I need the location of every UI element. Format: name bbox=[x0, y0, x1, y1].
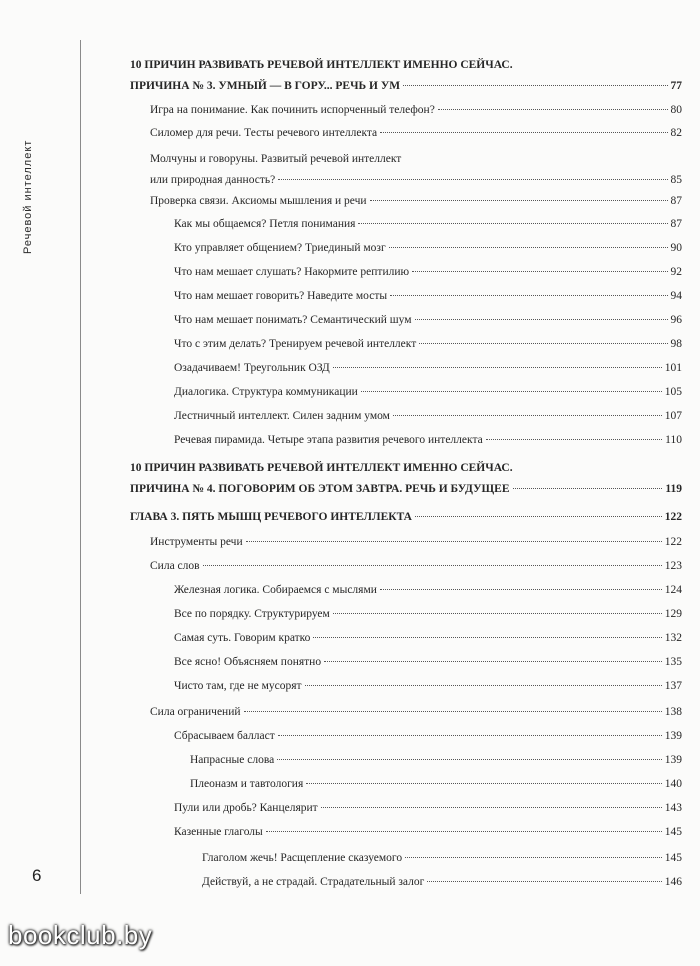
toc-page-number: 87 bbox=[670, 218, 682, 230]
leader-dots bbox=[380, 132, 667, 133]
leader-dots bbox=[405, 857, 662, 858]
toc-entry-title: Лестничный интеллект. Силен задним умом bbox=[174, 410, 390, 422]
leader-dots bbox=[389, 247, 668, 248]
toc-page-number: 119 bbox=[665, 483, 682, 495]
toc-page-number: 87 bbox=[670, 195, 682, 207]
leader-dots bbox=[333, 367, 662, 368]
toc-page-number: 140 bbox=[664, 778, 682, 790]
toc-entry-title: ПРИЧИНА № 3. УМНЫЙ — В ГОРУ... РЕЧЬ И УМ bbox=[130, 80, 401, 92]
toc-entry bbox=[202, 872, 682, 893]
leader-dots bbox=[393, 415, 662, 416]
toc-page-number: 80 bbox=[670, 104, 682, 116]
toc-entry bbox=[174, 262, 682, 283]
toc-entry bbox=[174, 382, 682, 403]
toc-entry-title: Проверка связи. Аксиомы мышления и речи bbox=[150, 195, 367, 207]
toc-entry-title: ГЛАВА 3. ПЯТЬ МЫШЦ РЕЧЕВОГО ИНТЕЛЛЕКТА bbox=[130, 511, 412, 523]
toc-entry-title: Напрасные слова bbox=[190, 754, 275, 766]
toc-page-number: 132 bbox=[664, 632, 682, 644]
leader-dots bbox=[324, 661, 662, 662]
toc-page-number: 145 bbox=[664, 826, 682, 838]
toc-entry-title: Что нам мешает говорить? Наведите мосты bbox=[174, 290, 388, 302]
running-header-text: Речевой интеллект bbox=[22, 139, 34, 254]
toc-page-number: 82 bbox=[670, 127, 682, 139]
toc-page-number: 137 bbox=[664, 680, 682, 692]
toc-entry-title: Что с этим делать? Тренируем речевой интеллект bbox=[174, 338, 417, 350]
toc-entry bbox=[174, 822, 682, 843]
leader-dots bbox=[333, 613, 662, 614]
toc-entry bbox=[174, 726, 682, 747]
toc-page-number: 129 bbox=[664, 608, 682, 620]
toc-entry bbox=[130, 55, 682, 97]
leader-dots bbox=[313, 637, 661, 638]
toc-entry-title: Игра на понимание. Как починить испорченный телефон? bbox=[150, 104, 435, 116]
toc-entry bbox=[190, 750, 682, 771]
toc-entry bbox=[150, 702, 682, 723]
toc-entry bbox=[174, 286, 682, 307]
toc-entry-title: Пули или дробь? Канцелярит bbox=[174, 802, 318, 814]
toc-page-number: 139 bbox=[664, 730, 682, 742]
leader-dots bbox=[278, 179, 667, 180]
toc-page-number: 96 bbox=[670, 314, 682, 326]
toc-page-number: 105 bbox=[664, 386, 682, 398]
toc-entry-title: Озадачиваем! Треугольник ОЗД bbox=[174, 362, 330, 374]
toc-entry-title: Кто управляет общением? Триединый мозг bbox=[174, 242, 386, 254]
leader-dots bbox=[427, 881, 661, 882]
toc-entry bbox=[174, 798, 682, 819]
toc-page-number: 145 bbox=[664, 852, 682, 864]
toc-entry bbox=[174, 334, 682, 355]
toc-entry-title: Инструменты речи bbox=[150, 536, 243, 548]
toc-entry bbox=[150, 123, 682, 144]
toc-entry-title: Все по порядку. Структурируем bbox=[174, 608, 330, 620]
toc-page-number: 77 bbox=[670, 80, 682, 92]
toc-entry-title: Речевая пирамида. Четыре этапа развития речевого интеллекта bbox=[174, 434, 483, 446]
toc-entry-title: Казенные глаголы bbox=[174, 826, 263, 838]
toc-entry-title: Плеоназм и тавтология bbox=[190, 778, 304, 790]
toc-entry-title: Действуй, а не страдай. Страдательный залог bbox=[202, 876, 425, 888]
leader-dots bbox=[361, 391, 662, 392]
toc-entry bbox=[174, 430, 682, 451]
toc-entry bbox=[174, 604, 682, 625]
leader-dots bbox=[203, 565, 662, 566]
toc-entry-title: Сила ограничений bbox=[150, 706, 241, 718]
leader-dots bbox=[415, 516, 662, 517]
toc-entry bbox=[150, 532, 682, 553]
leader-dots bbox=[358, 223, 667, 224]
toc-page-number: 139 bbox=[664, 754, 682, 766]
toc-page-number: 94 bbox=[670, 290, 682, 302]
toc-entry bbox=[174, 652, 682, 673]
toc-entry-title: Что нам мешает слушать? Накормите рептилию bbox=[174, 266, 410, 278]
toc-entry-title: Самая суть. Говорим кратко bbox=[174, 632, 311, 644]
toc-entry-title: Что нам мешает понимать? Семантический шум bbox=[174, 314, 412, 326]
toc-entry bbox=[150, 191, 682, 212]
leader-dots bbox=[412, 271, 667, 272]
toc-page-number: 98 bbox=[670, 338, 682, 350]
toc-page-number: 123 bbox=[664, 560, 682, 572]
leader-dots bbox=[306, 783, 661, 784]
toc-entry-title: Как мы общаемся? Петля понимания bbox=[174, 218, 356, 230]
leader-dots bbox=[321, 807, 662, 808]
toc-page-number: 135 bbox=[664, 656, 682, 668]
toc-entry bbox=[190, 774, 682, 795]
toc-page-number: 85 bbox=[670, 174, 682, 186]
toc-page-number: 101 bbox=[664, 362, 682, 374]
toc-page-number: 146 bbox=[664, 876, 682, 888]
toc-page-number: 138 bbox=[664, 706, 682, 718]
leader-dots bbox=[266, 831, 662, 832]
toc-entry-title: Железная логика. Собираемся с мыслями bbox=[174, 584, 377, 596]
toc-page-number: 122 bbox=[664, 536, 682, 548]
toc-entry bbox=[174, 406, 682, 427]
toc-entry-title: ПРИЧИНА № 4. ПОГОВОРИМ ОБ ЭТОМ ЗАВТРА. РЕЧЬ И БУДУЩЕЕ bbox=[130, 483, 510, 495]
toc-entry-title: Молчуны и говоруны. Развитый речевой интеллект bbox=[150, 153, 402, 165]
leader-dots bbox=[419, 343, 667, 344]
toc-entry-title: Сила слов bbox=[150, 560, 200, 572]
page-number: 6 bbox=[32, 866, 42, 885]
toc-page-number: 90 bbox=[670, 242, 682, 254]
toc-entry bbox=[130, 458, 682, 500]
leader-dots bbox=[278, 735, 662, 736]
toc-page-number: 122 bbox=[664, 511, 682, 523]
toc-page-number: 143 bbox=[664, 802, 682, 814]
leader-dots bbox=[438, 109, 668, 110]
leader-dots bbox=[380, 589, 662, 590]
leader-dots bbox=[305, 685, 662, 686]
toc-entry bbox=[174, 358, 682, 379]
leader-dots bbox=[415, 319, 668, 320]
toc-entry bbox=[150, 100, 682, 121]
toc-page-number: 92 bbox=[670, 266, 682, 278]
toc-page-number: 124 bbox=[664, 584, 682, 596]
leader-dots bbox=[403, 85, 667, 86]
toc-entry bbox=[174, 214, 682, 235]
toc-entry bbox=[202, 848, 682, 869]
leader-dots bbox=[390, 295, 667, 296]
toc-entry-title: Диалогика. Структура коммуникации bbox=[174, 386, 358, 398]
watermark-logo: bookclub.by bbox=[8, 920, 153, 950]
toc-entry bbox=[150, 149, 682, 191]
toc-entry bbox=[174, 628, 682, 649]
toc-entry bbox=[174, 676, 682, 697]
toc-entry bbox=[150, 556, 682, 577]
leader-dots bbox=[513, 488, 663, 489]
toc-entry-title: Глаголом жечь! Расщепление сказуемого bbox=[202, 852, 403, 864]
toc-entry-title: или природная данность? bbox=[150, 174, 276, 186]
toc-entry-title: Все ясно! Объясняем понятно bbox=[174, 656, 322, 668]
leader-dots bbox=[244, 711, 662, 712]
toc-entry-title: 10 ПРИЧИН РАЗВИВАТЬ РЕЧЕВОЙ ИНТЕЛЛЕКТ ИМЕННО СЕЙЧАС. bbox=[130, 59, 513, 71]
toc-entry bbox=[174, 310, 682, 331]
leader-dots bbox=[246, 541, 662, 542]
toc-entry-title: 10 ПРИЧИН РАЗВИВАТЬ РЕЧЕВОЙ ИНТЕЛЛЕКТ ИМЕННО СЕЙЧАС. bbox=[130, 462, 513, 474]
toc-entry bbox=[174, 238, 682, 259]
leader-dots bbox=[486, 439, 662, 440]
toc-page-number: 107 bbox=[664, 410, 682, 422]
toc-entry-title: Силомер для речи. Тесты речевого интеллекта bbox=[150, 127, 378, 139]
toc-entry bbox=[130, 507, 682, 528]
leader-dots bbox=[370, 200, 668, 201]
leader-dots bbox=[277, 759, 662, 760]
toc-entry bbox=[174, 580, 682, 601]
toc-entry-title: Чисто там, где не мусорят bbox=[174, 680, 302, 692]
toc-entry-title: Сбрасываем балласт bbox=[174, 730, 275, 742]
toc-page-number: 110 bbox=[665, 434, 682, 446]
